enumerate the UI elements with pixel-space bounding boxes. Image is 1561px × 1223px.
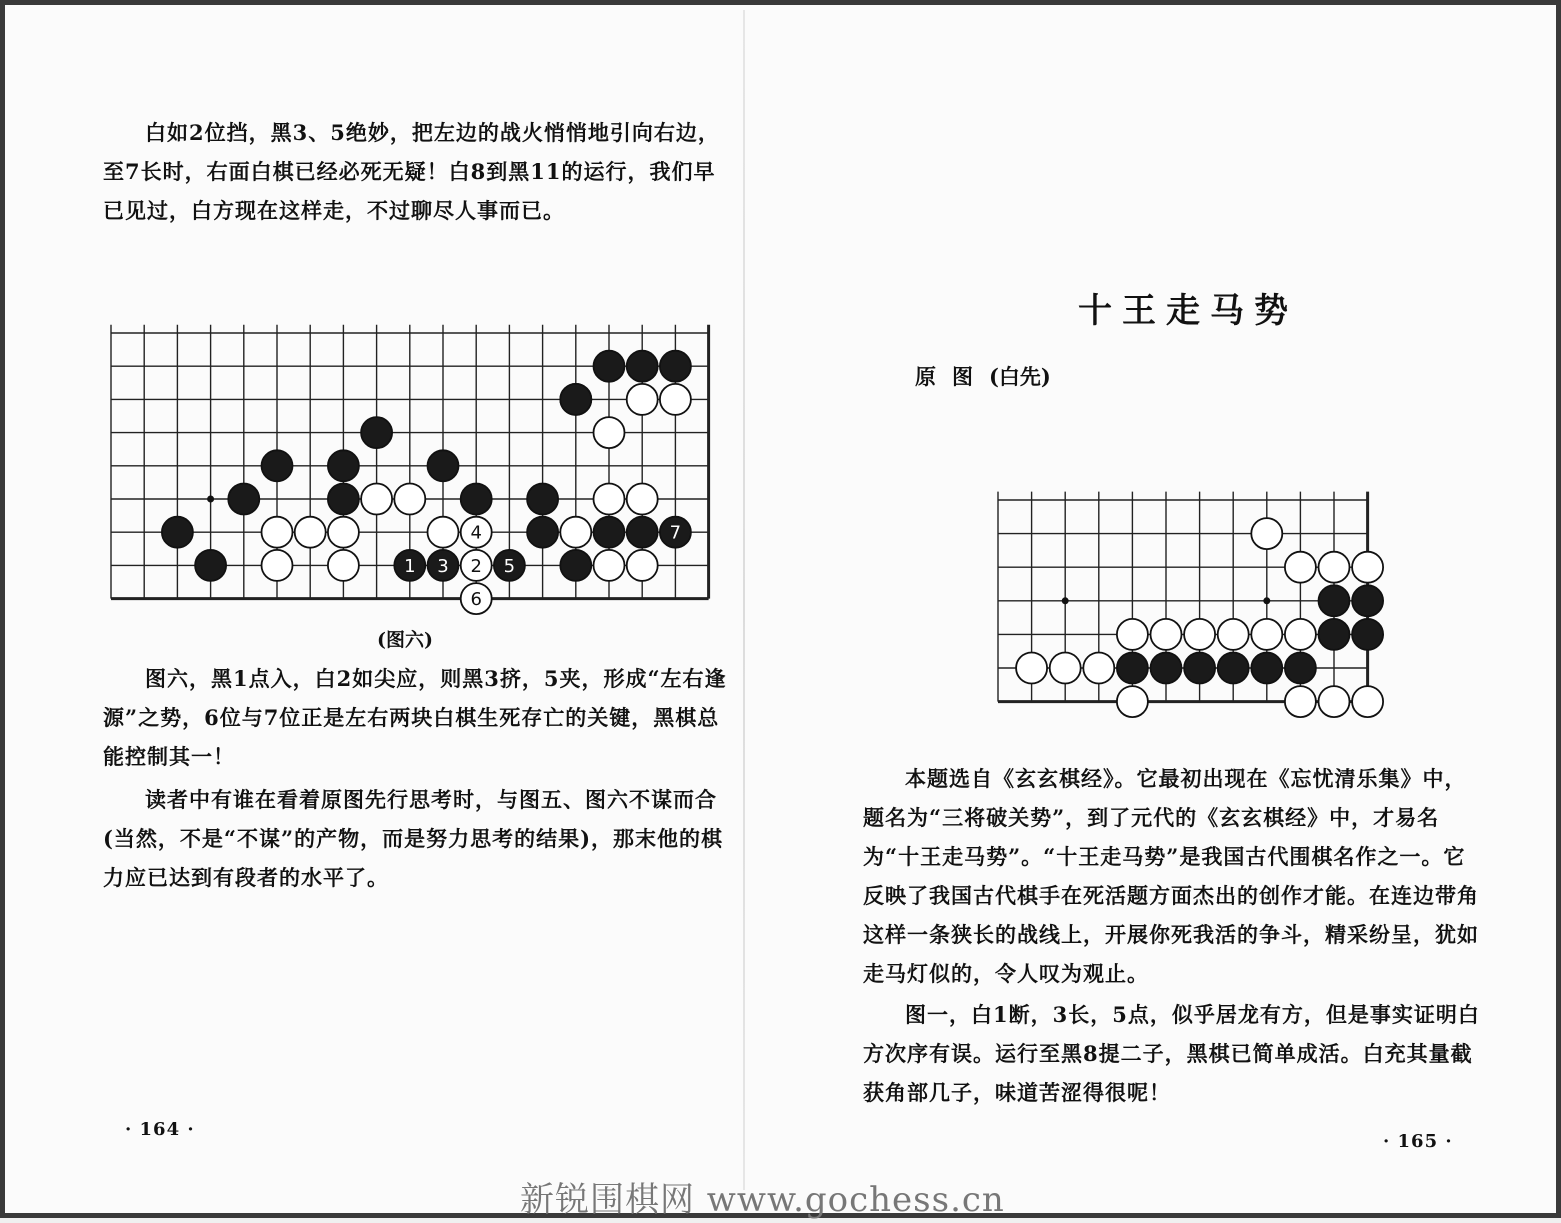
- white-stone: [1352, 552, 1383, 583]
- svg-text:3: 3: [437, 555, 449, 577]
- black-stone: [1251, 653, 1282, 684]
- left-paragraph-1: 白如2位挡，黑3、5绝妙，把左边的战火悄悄地引向右边，至7长时，右面白棋已经必死无疑！白8到黑11的运行，我们早已见过，白方现在这样走，不过聊尽人事而已。: [103, 120, 720, 223]
- svg-text:4: 4: [470, 522, 482, 544]
- svg-text:5: 5: [503, 555, 516, 577]
- black-stone: [1184, 653, 1215, 684]
- svg-text:6: 6: [470, 589, 482, 611]
- black-stone: [1151, 653, 1182, 684]
- white-stone: [1319, 552, 1350, 583]
- svg-text:7: 7: [669, 522, 682, 544]
- white-stone: [1016, 653, 1047, 684]
- subtitle-main: 原图: [915, 364, 989, 389]
- black-stone: [1218, 653, 1249, 684]
- white-stone: [1251, 518, 1282, 549]
- white-stone: [1352, 686, 1383, 717]
- left-paragraph-3: 读者中有谁在看着原图先行思考时，与图五、图六不谋而合(当然，不是“不谋”的产物，而是努力思考的结果)，那末他的棋力应已达到有段者的水平了。: [103, 787, 724, 890]
- white-stone: [1218, 619, 1249, 650]
- right-paragraph-2: 图一，白1断，3长，5点，似乎居龙有方，但是事实证明白方次序有误。运行至黑8提二子，黑棋已简单成活。白充其量截获角部几子，味道苦涩得很呢！: [863, 1002, 1480, 1105]
- black-stone: [1285, 653, 1316, 684]
- white-stone: [1117, 619, 1148, 650]
- star-point: [1062, 597, 1069, 604]
- white-stone: [1285, 686, 1316, 717]
- page-number-right: · 165 ·: [1383, 1131, 1453, 1152]
- figure-caption: (图六): [377, 629, 433, 651]
- white-stone: [1184, 619, 1215, 650]
- black-stone: [1319, 619, 1350, 650]
- white-stone: [1319, 686, 1350, 717]
- svg-text:2: 2: [470, 555, 482, 577]
- star-point: [1263, 597, 1270, 604]
- svg-text:1: 1: [404, 555, 416, 577]
- white-stone: [1050, 653, 1081, 684]
- page-number-left: · 164 ·: [125, 1119, 195, 1140]
- black-stone: [1117, 653, 1148, 684]
- white-stone: [1083, 653, 1114, 684]
- subtitle-note: (白先): [989, 364, 1051, 389]
- black-stone: [1319, 585, 1350, 616]
- black-stone: [1352, 619, 1383, 650]
- white-stone: [1151, 619, 1182, 650]
- site-watermark: 新锐围棋网 www.gochess.cn: [520, 1180, 1005, 1220]
- white-stone: [1251, 619, 1282, 650]
- white-stone: [1285, 552, 1316, 583]
- white-stone: [1285, 619, 1316, 650]
- white-stone: [1117, 686, 1148, 717]
- black-stone: [1352, 585, 1383, 616]
- left-paragraph-2: 图六，黑1点入，白2如尖应，则黑3挤，5夹，形成“左右逢源”之势，6位与7位正是左右两块白棋生死存亡的关键，黑棋总能控制其一！: [103, 666, 727, 769]
- problem-title: 十王走马势: [1078, 291, 1298, 331]
- right-paragraph-1: 本题选自《玄玄棋经》。它最初出现在《忘忧清乐集》中，题名为“三将破关势”，到了元代的《玄玄棋经》中，才易名为“十王走马势”。“十王走马势”是我国古代围棋名作之一。它反映了我国古代棋手在死活题方面杰出的创作才能。在连边带角这样一条狭长的战线上，开展你死我活的争斗，精采纷呈，犹如走马灯似的，令人叹为观止。: [863, 766, 1479, 986]
